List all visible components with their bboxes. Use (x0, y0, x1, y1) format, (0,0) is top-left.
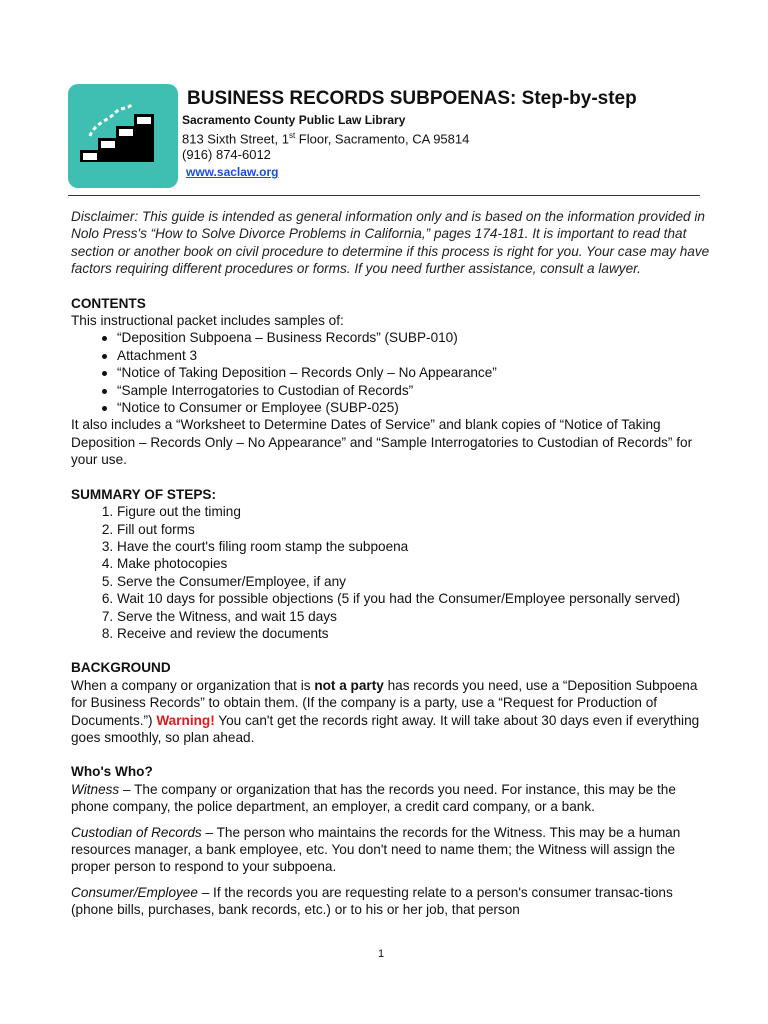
contents-intro: This instructional packet includes samples of: (71, 313, 344, 329)
summary-heading: SUMMARY OF STEPS: (71, 486, 217, 502)
witness-definition: Witness – The company or organization that has the records you need. For instance, this may be the phone company, the police department, an employer, a credit card company, or a bank. (71, 781, 676, 815)
consumer-definition: Consumer/Employee – If the records you are requesting relate to a person's consumer transac-tions (phone bills, purchases, bank records, etc.) or to his or her job, that person (71, 884, 673, 918)
custodian-definition: Custodian of Records – The person who maintains the records for the Witness. This may be a human resources manager, a bank employee, etc. You don't need to name them; the Witness will assign the proper person to respond to your subpoena. (71, 824, 681, 875)
library-logo-icon (68, 84, 178, 188)
background-paragraph: When a company or organization that is not a party has records you need, use a “Deposition Subpoena for Business Records” to obtain them. (If the company is a party, use a “Request for Production of Documents.”) Warning! You can't get the records right away. It will take about 30 days even if everything goes smoothly, so plan ahead. (71, 677, 700, 745)
warning-label: Warning! (156, 712, 215, 728)
list-item: 5. Serve the Consumer/Employee, if any (117, 573, 711, 590)
list-item: 7. Serve the Witness, and wait 15 days (117, 608, 711, 625)
header (182, 88, 742, 181)
library-name: Sacramento County Public Law Library (182, 113, 406, 127)
list-item: “Deposition Subpoena – Business Records” (SUBP-010) (117, 329, 711, 346)
list-item: 4. Make photocopies (117, 555, 711, 572)
library-address: 813 Sixth Street, 1st Floor, Sacramento, CA 95814 (182, 131, 470, 147)
contents-list (71, 329, 711, 416)
list-item: 8. Receive and review the documents (117, 625, 711, 642)
whos-who-heading: Who's Who? (71, 764, 153, 780)
disclaimer: Disclaimer: This guide is intended as general information only and is based on the information provided in Nolo Press's “How to Solve Divorce Problems in California,” pages 174-181. It is important to read that section or another book on civil procedure to determine if this process is right for you. Your case may have factors requiring different procedures or forms. If you need further assistance, consult a lawyer. (71, 209, 710, 277)
website-link[interactable]: www.saclaw.org (186, 165, 279, 180)
list-item: “Notice of Taking Deposition – Records Only – No Appearance” (117, 364, 711, 381)
list-item: Attachment 3 (117, 347, 711, 364)
contents-heading: CONTENTS (71, 295, 146, 311)
list-item: “Sample Interrogatories to Custodian of Records” (117, 382, 711, 399)
list-item: 2. Fill out forms (117, 521, 711, 538)
list-item: 3. Have the court's filing room stamp the subpoena (117, 538, 711, 555)
page-title: BUSINESS RECORDS SUBPOENAS: Step-by-step (187, 88, 637, 109)
page-number: 1 (378, 948, 385, 960)
library-phone: (916) 874-6012 (182, 147, 271, 163)
contents-outro: It also includes a “Worksheet to Determine Dates of Service” and blank copies of “Notice of Taking Deposition – Records Only – No Appearance” and “Sample Interrogatories to Custodian of Records” for your use. (71, 417, 693, 468)
document-body (71, 208, 711, 919)
steps-list (71, 503, 711, 642)
list-item: “Notice to Consumer or Employee (SUBP-025) (117, 399, 711, 416)
list-item: 6. Wait 10 days for possible objections (5 if you had the Consumer/Employee personally served) (117, 590, 711, 607)
background-heading: BACKGROUND (71, 660, 171, 676)
header-divider (68, 195, 700, 196)
list-item: 1. Figure out the timing (117, 503, 711, 520)
